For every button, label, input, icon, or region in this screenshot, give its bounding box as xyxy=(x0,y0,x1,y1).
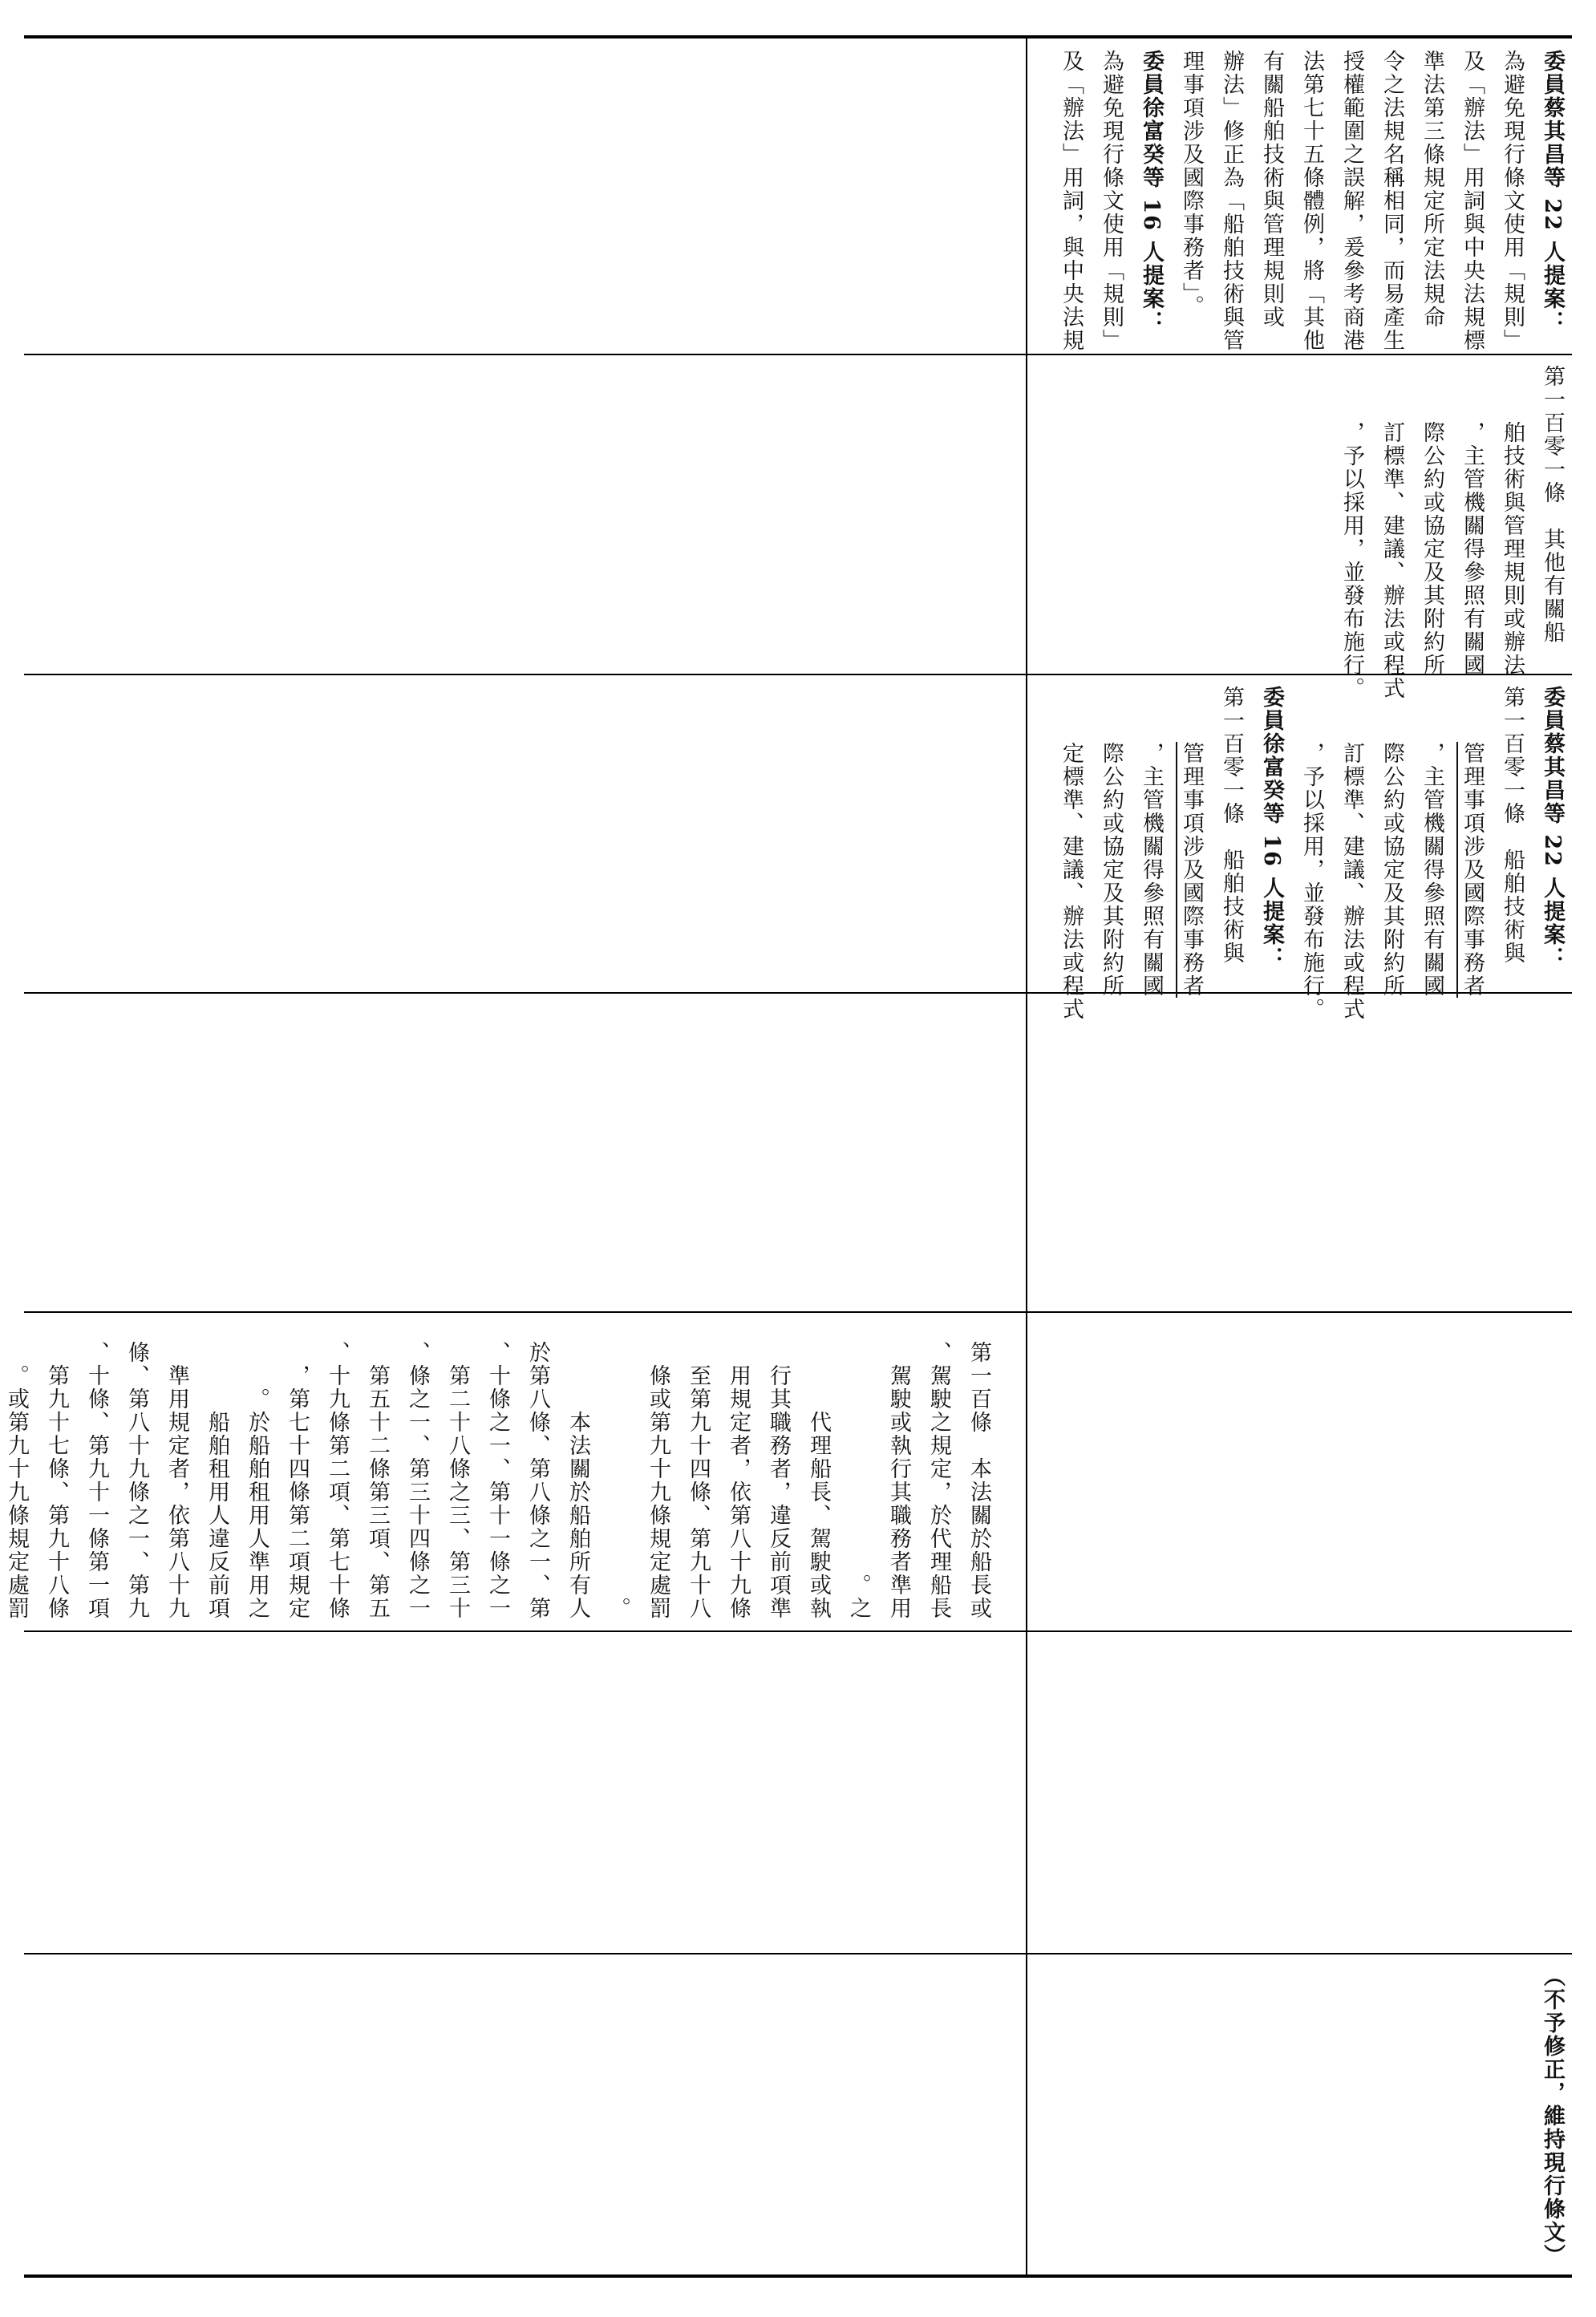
article-line: 際公約或協定及其附約所 xyxy=(1420,421,1444,678)
article-line: 駕駛或執行其職務者準用 xyxy=(886,1364,911,1620)
article-line: 第一百零一條 船舶技術與 xyxy=(1219,686,1244,965)
proposed-article-101 xyxy=(1051,686,1572,1022)
top-border-line xyxy=(24,35,1572,38)
article-line: 代理船長、駕駛或執 xyxy=(806,1411,831,1620)
article-line: 第二十八條之三、第三十 xyxy=(445,1364,470,1620)
explanation-line: 為避免現行條文使用「規則」 xyxy=(1500,50,1525,352)
explanation-line: 法第七十五條體例，將「其他 xyxy=(1299,50,1324,352)
article-line: 第一百零一條 其他有關船 xyxy=(1540,365,1565,644)
article-line: 十九條第二項、第七十條、 xyxy=(325,1341,350,1620)
article-line: 際公約或協定及其附約所 xyxy=(1099,742,1124,998)
row-divider-6 xyxy=(24,1953,1572,1954)
row-divider-1 xyxy=(24,354,1572,355)
article-line: ，主管機關得參照有關國 xyxy=(1460,421,1485,678)
article-line: 於第八條、第八條之一、第 xyxy=(525,1341,550,1620)
article-line xyxy=(1452,686,1492,998)
article-line: 第九十七條、第九十八條 xyxy=(44,1364,69,1620)
article-line: 條或第九十九條規定處罰 xyxy=(646,1364,670,1620)
bottom-border-line xyxy=(24,2274,1572,2278)
article-line: 本法關於船舶所有人 xyxy=(565,1411,590,1620)
article-line: 駕駛之規定，於代理船長、 xyxy=(926,1341,951,1620)
article-line: 或第九十九條規定處罰。 xyxy=(4,1364,29,1620)
row-divider-5 xyxy=(24,1630,1572,1632)
article-line: 十條、第九十一條第一項、 xyxy=(84,1341,109,1620)
current-article-101 xyxy=(1331,365,1572,701)
article-100-text xyxy=(4,1323,999,1620)
article-line: 第五十二條第三項、第五 xyxy=(365,1364,390,1620)
article-line: 之。 xyxy=(846,1574,871,1620)
explanation-line: 為避免現行條文使用「規則」 xyxy=(1099,50,1124,352)
explanation-line: 有關船舶技術與管理規則或 xyxy=(1259,50,1284,329)
amended-text: 管理事項涉及國際事務者 xyxy=(1179,742,1204,998)
unchanged-note xyxy=(1532,1965,1572,2267)
article-line: 條之一、第三十四條之一、 xyxy=(405,1341,430,1620)
explanation-cell xyxy=(1051,50,1572,352)
proposal-b-header: 委員徐富癸等 16 人提案： xyxy=(1259,686,1284,970)
explanation-line: 及「辦法」用詞與中央法規標 xyxy=(1460,50,1485,352)
proposal-a-header: 委員蔡其昌等 22 人提案： xyxy=(1540,686,1565,970)
row-divider-4 xyxy=(24,1311,1572,1313)
article-line: 船舶租用人違反前項 xyxy=(205,1411,229,1620)
explanation-line: 辦法」修正為「船舶技術與管 xyxy=(1219,50,1244,352)
amended-text: 管理事項涉及國際事務者 xyxy=(1460,742,1485,998)
article-line: 於船舶租用人準用之。 xyxy=(245,1387,269,1620)
article-line: 。 xyxy=(606,1597,630,1620)
article-line: 至第九十四條、第九十八 xyxy=(686,1364,711,1620)
explanation-line: 令之法規名稱相同，而易產生 xyxy=(1379,50,1404,352)
proposal-a-header: 委員蔡其昌等 22 人提案： xyxy=(1540,50,1565,334)
article-line: 第一百條 本法關於船長或 xyxy=(966,1341,991,1620)
column-separator xyxy=(1026,37,1027,2276)
article-line: 訂標準、建議、辦法或程式 xyxy=(1339,742,1364,1022)
explanation-line: 授權範圍之誤解，爰參考商港 xyxy=(1339,50,1364,352)
article-line: 第一百零一條 船舶技術與 xyxy=(1500,686,1525,965)
explanation-line: 準法第三條規定所定法規命 xyxy=(1420,50,1444,329)
proposal-b-header: 委員徐富癸等 16 人提案： xyxy=(1139,50,1164,334)
article-line: 第七十四條第二項規定， xyxy=(285,1364,310,1620)
note-text: （不予修正，維持現行條文） xyxy=(1540,1965,1565,2267)
article-line: 用規定者，依第八十九條 xyxy=(726,1364,751,1620)
article-line xyxy=(1171,686,1211,998)
article-line: 訂標準、建議、辦法或程式 xyxy=(1379,421,1404,701)
article-line: 際公約或協定及其附約所 xyxy=(1379,742,1404,998)
article-line: ，予以採用，並發布施行。 xyxy=(1299,742,1324,1022)
article-line: ，主管機關得參照有關國 xyxy=(1420,742,1444,998)
article-line: 定標準、建議、辦法或程式 xyxy=(1059,742,1084,1022)
article-line: 行其職務者，違反前項準 xyxy=(766,1364,791,1620)
article-line: ，予以採用，並發布施行。 xyxy=(1339,421,1364,701)
article-line: 舶技術與管理規則或辦法 xyxy=(1500,421,1525,678)
explanation-line: 理事項涉及國際事務者」。 xyxy=(1179,50,1204,318)
explanation-line: 及「辦法」用詞，與中央法規 xyxy=(1059,50,1084,352)
article-line: 條、第八十九條之一、第九 xyxy=(124,1341,149,1620)
article-line: ，主管機關得參照有關國 xyxy=(1139,742,1164,998)
article-line: 準用規定者，依第八十九 xyxy=(164,1364,189,1620)
article-line: 十條之一、第十一條之一、 xyxy=(485,1341,510,1620)
